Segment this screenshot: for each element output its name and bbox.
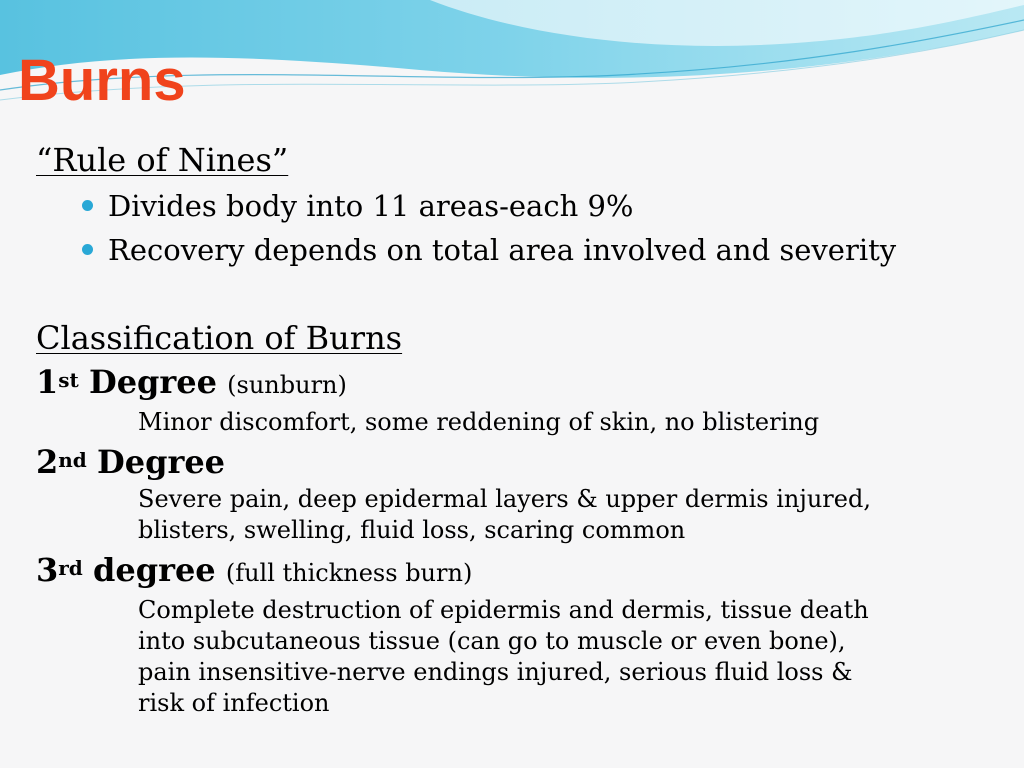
rule-of-nines-list bbox=[36, 184, 996, 272]
slide-content bbox=[36, 140, 996, 723]
rule-of-nines-heading: “Rule of Nines” bbox=[36, 141, 289, 179]
second-degree-heading: 2nd Degree bbox=[36, 443, 226, 481]
bullet-text: Recovery depends on total area involved and severity bbox=[108, 233, 897, 267]
third-degree-heading: 3rd degree (full thickness burn) bbox=[36, 551, 473, 589]
third-degree-description: Complete destruction of epidermis and dermis, tissue death into subcutaneous tissue (can go to muscle or even bone), pain insensitive-nerve endings injured, serious fluid loss & risk of infection bbox=[138, 596, 869, 717]
bullet-dot-icon bbox=[82, 200, 93, 211]
bullet-dot-icon bbox=[82, 244, 93, 255]
list-item bbox=[108, 228, 996, 272]
first-degree-heading: 1st Degree (sunburn) bbox=[36, 363, 347, 401]
list-item bbox=[108, 184, 996, 228]
slide-title: Burns bbox=[18, 48, 186, 113]
classification-heading: Classification of Burns bbox=[36, 319, 403, 357]
second-degree-description: Severe pain, deep epidermal layers & upper dermis injured, blisters, swelling, fluid loss, scaring common bbox=[138, 485, 871, 544]
first-degree-description: Minor discomfort, some reddening of skin, no blistering bbox=[138, 408, 820, 436]
bullet-text: Divides body into 11 areas-each 9% bbox=[108, 189, 634, 223]
